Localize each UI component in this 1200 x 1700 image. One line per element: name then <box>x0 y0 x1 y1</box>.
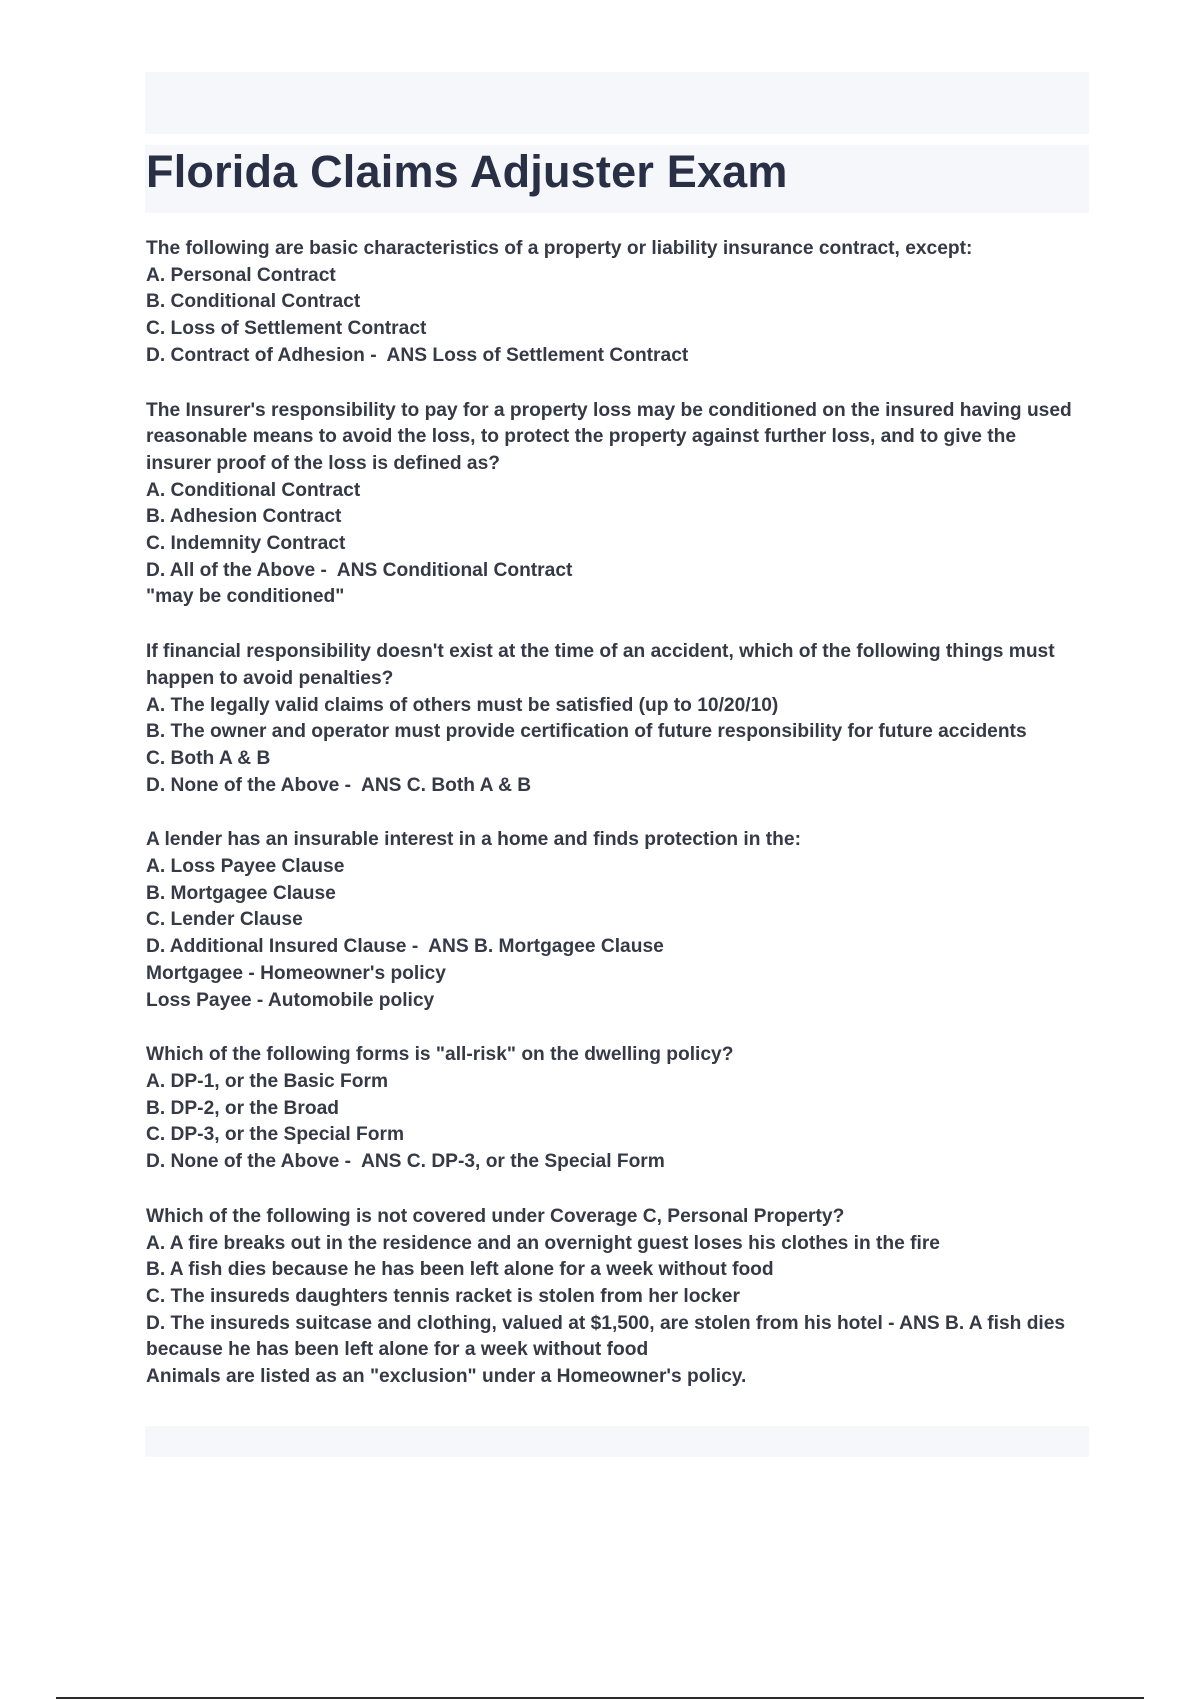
answer-option: C. Indemnity Contract <box>146 533 346 555</box>
question-block <box>146 827 1081 1014</box>
question-block <box>146 398 1081 612</box>
question-text: The Insurer's responsibility to pay for a property loss may be conditioned on the insured having used reasonable means to avoid the loss, to protect the property against further loss, and to give the insurer proof of the loss is defined as? <box>146 399 1072 474</box>
question-text: Which of the following is not covered under Coverage C, Personal Property? <box>146 1205 845 1227</box>
answer-option: B. Adhesion Contract <box>146 506 342 528</box>
answer-option-with-answer: D. None of the Above - ANS C. DP-3, or the Special Form <box>146 1151 665 1173</box>
answer-note: Loss Payee - Automobile policy <box>146 989 435 1011</box>
answer-option-with-answer: D. Additional Insured Clause - ANS B. Mortgagee Clause <box>146 936 664 958</box>
page-footer-rule <box>56 1697 1144 1699</box>
question-block <box>146 639 1081 799</box>
document-title: Florida Claims Adjuster Exam <box>146 146 788 197</box>
answer-option: B. The owner and operator must provide certification of future responsibility for future accidents <box>146 721 1027 743</box>
question-text: A lender has an insurable interest in a home and finds protection in the: <box>146 829 801 851</box>
answer-option-with-answer: D. Contract of Adhesion - ANS Loss of Settlement Contract <box>146 344 689 366</box>
question-block <box>146 236 1081 370</box>
question-text: Which of the following forms is "all-risk" on the dwelling policy? <box>146 1044 734 1066</box>
answer-option-with-answer: D. None of the Above - ANS C. Both A & B <box>146 774 532 796</box>
answer-option: A. A fire breaks out in the residence and an overnight guest loses his clothes in the fire <box>146 1232 940 1254</box>
answer-option: A. DP-1, or the Basic Form <box>146 1070 389 1092</box>
answer-option-with-answer: D. The insureds suitcase and clothing, valued at $1,500, are stolen from his hotel - ANS B. A fish dies because he has been left alone for a week without food <box>146 1312 1066 1361</box>
footer-band <box>145 1426 1089 1457</box>
answer-note: Animals are listed as an "exclusion" under a Homeowner's policy. <box>146 1366 747 1388</box>
answer-option: B. Conditional Contract <box>146 291 361 313</box>
answer-option: C. Lender Clause <box>146 909 303 931</box>
question-block <box>146 1204 1081 1391</box>
answer-note: "may be conditioned" <box>146 586 345 608</box>
question-text: The following are basic characteristics of a property or liability insurance contract, except: <box>146 238 973 259</box>
answer-option: C. Loss of Settlement Contract <box>146 318 427 340</box>
answer-option-with-answer: D. All of the Above - ANS Conditional Contract <box>146 559 573 581</box>
answer-option: A. Conditional Contract <box>146 479 361 501</box>
answer-option: B. A fish dies because he has been left alone for a week without food <box>146 1259 774 1281</box>
answer-option: C. The insureds daughters tennis racket is stolen from her locker <box>146 1285 740 1307</box>
answer-option: A. Personal Contract <box>146 264 336 286</box>
answer-note: Mortgagee - Homeowner's policy <box>146 962 446 984</box>
answer-option: C. DP-3, or the Special Form <box>146 1124 405 1146</box>
header-band <box>145 72 1089 134</box>
question-text: If financial responsibility doesn't exist at the time of an accident, which of the following things must happen to avoid penalties? <box>146 641 1055 689</box>
answer-option: B. DP-2, or the Broad <box>146 1097 339 1119</box>
answer-option: A. Loss Payee Clause <box>146 856 345 878</box>
question-block <box>146 1042 1081 1176</box>
answer-option: A. The legally valid claims of others must be satisfied (up to 10/20/10) <box>146 694 779 716</box>
question-list <box>146 236 1081 1419</box>
answer-option: B. Mortgagee Clause <box>146 882 336 904</box>
answer-option: C. Both A & B <box>146 747 271 769</box>
